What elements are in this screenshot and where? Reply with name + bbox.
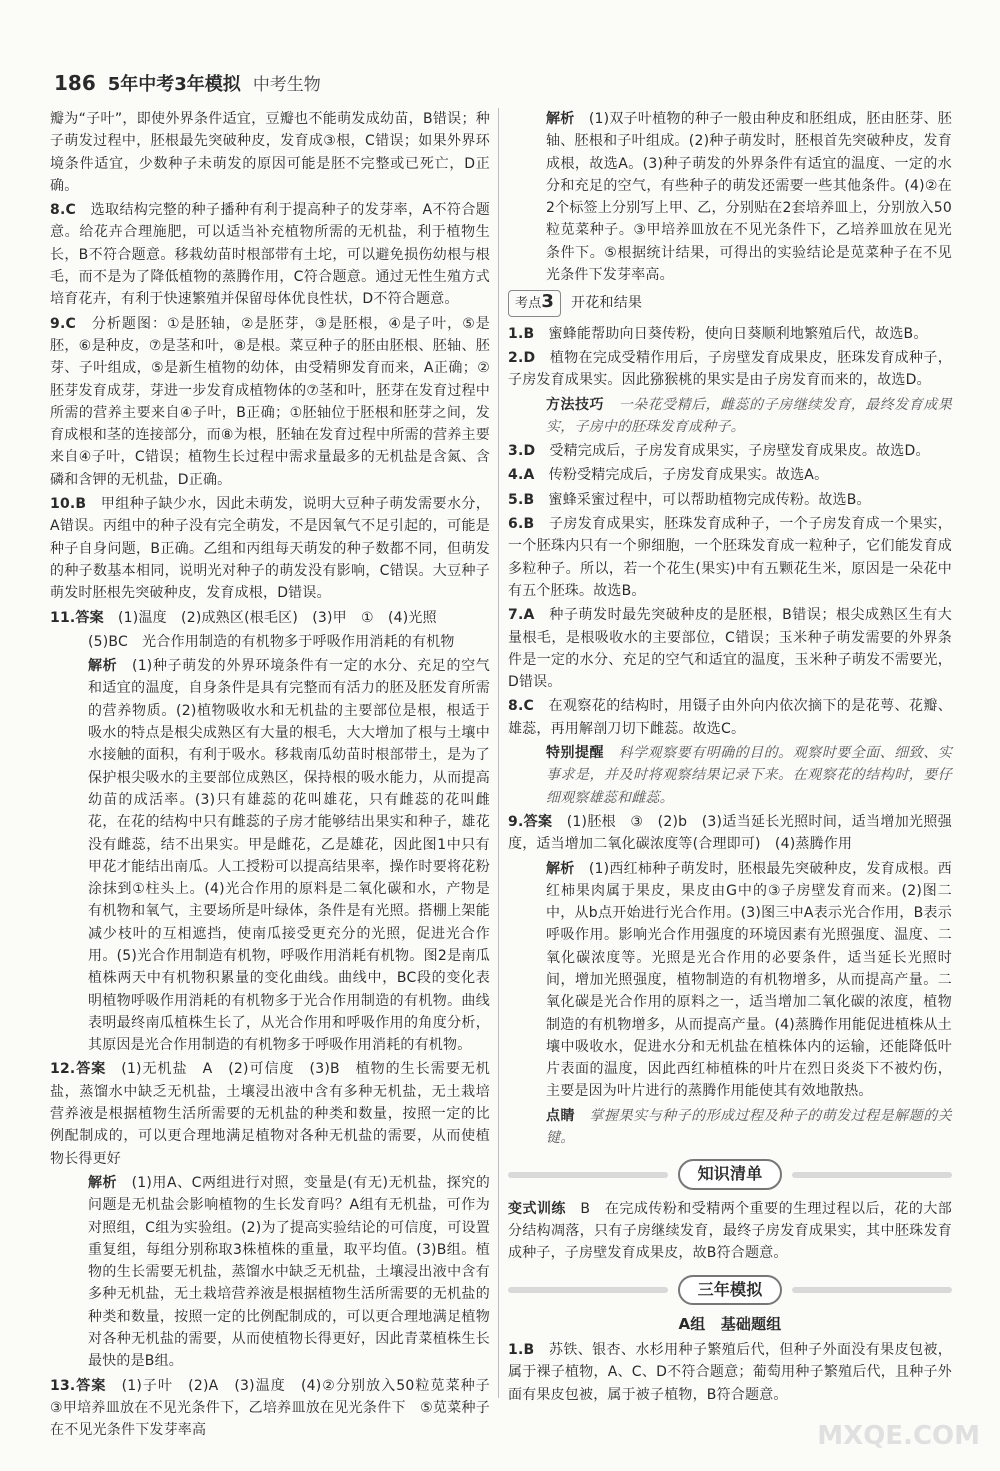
item-text: 苏铁、银杏、水杉用种子繁殖后代，但种子外面没有果皮包被，属于裸子植物，A、C、D不符合题意；葡萄用种子繁殖后代，且种子外面有果皮包被，属于被子植物，B符合题意。 [508, 1342, 952, 1403]
note-tag: 解析 [546, 111, 589, 127]
question-number: 9.答案 [508, 813, 567, 830]
item-text: 子房发育成果实，胚珠发育成种子，一个子房发育成一个果实，一个胚珠内只有一个卵细胞，一个胚珠发育成一粒种子，它们能发育成多粒种子。所以，若一个花生(果实)中有五颗花生米，原因是一朵花中有五个胚珠。故选B。 [508, 516, 952, 599]
question-number: 1.B [508, 325, 549, 342]
answer-item [508, 695, 952, 740]
variant-exercise: 变式训练 B 在完成传粉和受精两个重要的生理过程以后，花的大部分结构凋落，只有子房继续发育，最终子房发育成果实，其中胚珠发育成种子，子房壁发育成果皮，故B符合题意。 [508, 1200, 952, 1262]
question-number: 3.D [508, 443, 550, 460]
question-number: 8.C [50, 202, 91, 219]
question-number: 12.答案 [50, 1061, 122, 1078]
answer-item [508, 464, 952, 486]
answer-item [508, 347, 952, 392]
answer-item [508, 108, 952, 286]
question-number: 2.D [508, 349, 550, 366]
question-number: 4.A [508, 467, 549, 484]
item-text: 瓣为“子叶”，即使外界条件适宜，豆瓣也不能萌发成幼苗，B错误；种子萌发过程中，胚根最先突破种皮，发育成③根，C错误；如果外界环境条件适宜，少数种子未萌发的原因可能是胚不完整或已死亡，D正确。 [50, 111, 490, 194]
answer-item [50, 313, 490, 491]
answer-item [50, 108, 490, 197]
item-text: (1)种子萌发的外界环境条件有一定的水分、充足的空气和适宜的温度，自身条件是具有完整而有活力的胚及胚发育所需的营养物质。(2)植物吸收水和无机盐的主要部位是根，根适于吸水的特点是根尖成熟区有大量的根毛，大大增加了根与土壤中水接触的面积，有利于吸水。移栽南瓜幼苗时根部带土，是为了保护根尖吸水的主要部位成熟区，保持根的吸水能力，从而提高幼苗的成活率。(3)只有雄蕊的花叫雄花，只有雌蕊的花叫雌花，在花的结构中只有雌蕊的子房才能够结出果实和种子，雄花没有雌蕊，结不出果实。甲是雌花，乙是雄花，因此图1中只有甲花才能结出南瓜。人工授粉可以提高结果率，操作时要将花粉涂抹到①柱头上。(4)光合作用的原料是二氧化碳和水，产物是有机物和氧气，主要场所是叶绿体，条件是有光照。搭棚上架能减少枝叶的互相遮挡，使南瓜接受更充分的光照，促进光合作用。(5)光合作用制造有机物，呼吸作用消耗有机物。图2是南瓜植株两天中有机物积累量的变化曲线。曲线中，BC段的变化表明植物呼吸作用消耗的有机物多于光合作用制造的有机物。曲线表明最终南瓜植株生长了，从光合作用和呼吸作用的角度分析，其原因是光合作用制造的有机物多于呼吸作用消耗的有机物。 [88, 658, 490, 1054]
left-column [50, 108, 505, 1444]
answer-item [508, 440, 952, 462]
item-text: 选取结构完整的种子播种有利于提高种子的发芽率，A不符合题意。给花卉合理施肥，可以适当补充植物所需的无机盐，利于植物生长，B不符合题意。移栽幼苗时根部带有土坨，可以避免损伤幼根与根毛，而不是为了降低植物的蒸腾作用，C符合题意。通过无性生殖方式培育花卉，有利于快速繁殖并保留母体优良性状，D不符合题意。 [50, 202, 490, 308]
note-tag: 点睛 [546, 1107, 590, 1124]
item-text: (1)西红柿种子萌发时，胚根最先突破种皮，发育成根。西红柿果肉属于果皮，果皮由G中的③子房壁发育而来。(2)图二中，从b点开始进行光合作用。(3)图三中A表示光合作用，B表示呼吸作用。影响光合作用强度的环境因素有光照强度、温度、二氧化碳浓度等。光照是光合作用的必要条件，适当延长光照时间，增加光照强度，植物制造的有机物增多，从而提高产量。二氧化碳是光合作用的原料之一，适当增加二氧化碳的浓度，植物制造的有机物增多，从而提高产量。(4)蒸腾作用能促进植株从土壤中吸收水，促进水分和无机盐在植株体内的运输，还能降低叶片表面的温度，因此西红柿植株的叶片在烈日炎炎下不被灼伤，主要是因为叶片进行的蒸腾作用能使其有效地散热。 [546, 860, 952, 1100]
item-text: 甲组种子缺少水，因此未萌发，说明大豆种子萌发需要水分，A错误。丙组中的种子没有完全萌发，不是因氧气不足引起的，可能是种子自身问题，B正确。乙组和丙组每天萌发的种子数都不同，但萌发的种子数基本相同，说明光对种子的萌发没有影响，C错误。大豆种子萌发时胚根先突破种皮，发育成根，D错误。 [50, 496, 490, 602]
item-text: 传粉受精完成后，子房发育成果实。故选A。 [548, 467, 829, 484]
banner-title: 知识清单 [678, 1159, 783, 1189]
answer-item [50, 199, 490, 310]
question-number: 11.答案 [50, 609, 119, 626]
question-number: 10.B [50, 496, 101, 513]
item-text: 植物在完成受精作用后，子房壁发育成果皮，胚珠发育成种子，子房发育成果实。因此猕猴桃的果实是由子房发育而来的，故选D。 [508, 349, 952, 389]
kaodian-heading [508, 290, 952, 316]
answer-item [50, 493, 490, 604]
item-text: (5)BC 光合作用制造的有机物多于呼吸作用消耗的有机物 [88, 633, 455, 650]
kaodian-title: 开花和结果 [571, 295, 643, 312]
subject-label: 中考生物 [252, 75, 321, 95]
question-number: 6.B [508, 516, 549, 533]
group-heading: A组 基础题组 [678, 1314, 782, 1333]
answer-item [50, 607, 490, 629]
page-number: 186 [54, 71, 96, 95]
answer-item [50, 1375, 505, 1442]
item-text: (1)用A、C两组进行对照，变量是(有无)无机盐，探究的问题是无机盐会影响植物的生长发育吗？A组有无机盐，可作为对照组，C组为实验组。(2)为了提高实验结论的可信度，可设置重复组，每组分别称取3株植株的重量，取平均值。(3)B组。植物的生长需要无机盐，蒸馏水中缺乏无机盐，土壤浸出液中含有多种无机盐，无土栽培营养液是根据植物生活所需要的无机盐的种类和数量，按照一定的比例配制成的，可以更合理地满足植物对各种无机盐的需要，从而使植物长得更好，因此青菜植株生长最快的是B组。 [88, 1174, 490, 1370]
item-text: 蜜蜂采蜜过程中，可以帮助植物完成传粉。故选B。 [548, 491, 871, 508]
item-text: (1)子叶 (2)A (3)温度 (4)②分别放入50粒苋菜种子 ③甲培养皿放在不见光条件下，乙培养皿放在见光条件下 ⑤苋菜种子在不见光条件下发芽率高 [50, 1377, 505, 1439]
note-tag: 方法技巧 [546, 396, 619, 413]
answer-item [508, 1105, 952, 1150]
section-banner-mock [508, 1275, 952, 1305]
answer-item [50, 1058, 490, 1169]
answer-item [508, 489, 952, 511]
kaodian-badge: 考点3 [508, 290, 561, 316]
item-text: 掌握果实与种子的形成过程及种子的萌发过程是解题的关键。 [546, 1107, 953, 1147]
answer-item [508, 394, 952, 439]
answer-item [508, 323, 952, 345]
section-banner-knowledge [508, 1159, 952, 1189]
answer-item [508, 1339, 952, 1406]
question-number: 9.C [50, 315, 92, 332]
item-text: 蜜蜂能帮助向日葵传粉，使向日葵顺利地繁殖后代，故选B。 [548, 325, 928, 342]
book-title: 5年中考3年模拟 [107, 74, 241, 95]
item-text: 一朵花受精后，雌蕊的子房继续发育，最终发育成果实，子房中的胚珠发育成种子。 [546, 396, 952, 435]
answer-item [508, 811, 952, 856]
question-number: 7.A [508, 607, 550, 624]
question-number: 13.答案 [50, 1377, 122, 1394]
right-column [508, 108, 952, 1408]
answer-item [508, 513, 952, 602]
item-text: (1)无机盐 A (2)可信度 (3)B 植物的生长需要无机盐，蒸馏水中缺乏无机盐，土壤浸出液中含有多种无机盐，无土栽培营养液是根据植物生活所需要的无机盐的种类和数量，按照一定的比例配制成的，可以更合理地满足植物对各种无机盐的需要，从而使植物长得更好 [50, 1061, 490, 1167]
note-tag: 解析 [88, 658, 133, 675]
column-divider [498, 108, 499, 1398]
note-tag: 解析 [88, 1174, 132, 1191]
watermark: MXQE.COM [817, 1421, 980, 1451]
answer-item [50, 1172, 490, 1373]
answer-item [508, 858, 952, 1103]
item-text: 科学观察要有明确的目的。观察时要全面、细致、实事求是，并及时将观察结果记录下来。在观察花的结构时，要仔细观察雄蕊和雌蕊。 [546, 745, 952, 806]
answer-item [508, 604, 952, 693]
page-header [54, 70, 321, 106]
banner-title: 三年模拟 [678, 1275, 783, 1305]
item-text: (1)胚根 ③ (2)b (3)适当延长光照时间，适当增加光照强度，适当增加二氧化碳浓度等(合理即可) (4)蒸腾作用 [508, 813, 952, 853]
item-text: (1)温度 (2)成熟区(根毛区) (3)甲 ① (4)光照 [118, 609, 437, 626]
answer-item [50, 631, 490, 653]
answer-item [508, 742, 952, 809]
item-text: 种子萌发时最先突破种皮的是胚根，B错误；根尖成熟区生有大量根毛，是根吸收水的主要部位，C错误；玉米种子萌发需要的外界条件是一定的水分、充足的空气和适宜的温度，玉米种子萌发不需要光，D错误。 [508, 607, 952, 691]
question-number: 5.B [508, 491, 549, 508]
note-tag: 特别提醒 [546, 745, 619, 762]
item-text: (1)双子叶植物的种子一般由种皮和胚组成，胚由胚芽、胚轴、胚根和子叶组成。(2)种子萌发时，胚根首先突破种皮，发育成根，故选A。(3)种子萌发的外界条件有适宜的温度、一定的水分和充足的空气，有些种子的萌发还需要一些其他条件。(4)②在2个标签上分别写上甲、乙，分别贴在2套培养皿上，分别放入50粒苋菜种子。③甲培养皿放在不见光条件下，乙培养皿放在见光条件下。⑤根据统计结果，可得出的实验结论是苋菜种子在不见光条件下发芽率高。 [546, 111, 952, 284]
item-text: 分析题图：①是胚轴，②是胚芽，③是胚根，④是子叶，⑤是胚，⑥是种皮，⑦是茎和叶，⑧是根。菜豆种子的胚由胚根、胚轴、胚芽、子叶组成，⑤是新生植物的幼体，由受精卵发育而来，A正确；②胚芽发育成芽，芽进一步发育成植物体的⑦茎和叶，胚芽在发育过程中所需的营养主要来自④子叶，B正确；①胚轴位于胚根和胚芽之间，发育成根和茎的连接部分，而⑧为根，胚轴在发育过程中所需的营养主要来自④子叶，C错误；植物生长过程中需求量最多的无机盐是含氮、含磷和含钾的无机盐，D正确。 [50, 315, 490, 488]
note-tag: 解析 [546, 860, 589, 877]
question-number: 8.C [508, 698, 549, 715]
question-number: 1.B [508, 1342, 549, 1359]
answer-item [50, 655, 490, 1056]
item-text: 受精完成后，子房发育成果实，子房壁发育成果皮。故选D。 [549, 443, 930, 460]
item-text: 在观察花的结构时，用镊子由外向内依次摘下的是花萼、花瓣、雄蕊，再用解剖刀切下雌蕊。故选C。 [508, 698, 952, 737]
